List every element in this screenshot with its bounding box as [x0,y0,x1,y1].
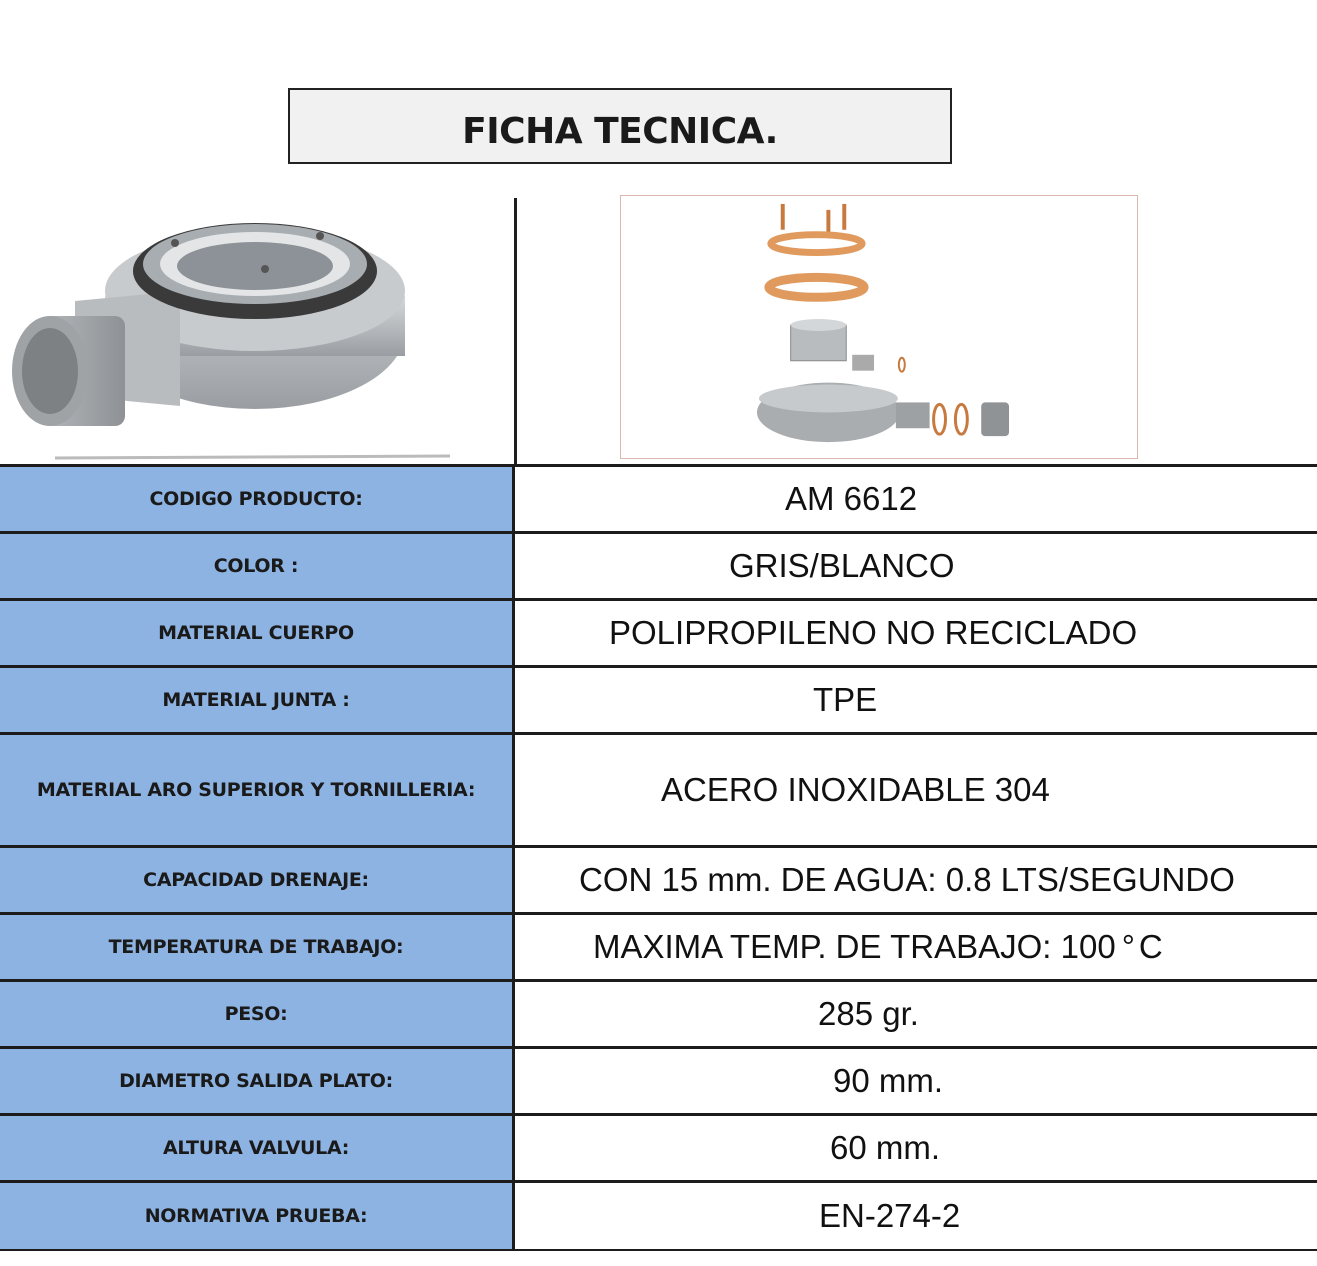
degree-symbol: ° [1121,928,1135,965]
spec-value [515,1116,1317,1180]
product-photo [0,196,512,464]
table-row [0,668,1317,735]
temp-unit: C [1138,928,1163,965]
spec-value [515,467,1317,531]
spec-value-text: AM 6612 [785,480,918,517]
spec-value-text: 60 mm. [830,1129,941,1166]
spec-value [515,534,1317,598]
spec-value [515,668,1317,732]
spec-value [515,735,1317,845]
spec-value-text: CON 15 mm. DE AGUA: 0.8 LTS/SEGUNDO [579,861,1235,898]
table-row [0,534,1317,601]
spec-label: CODIGO PRODUCTO: [0,467,515,531]
spec-value-text: EN-274-2 [819,1197,961,1234]
table-row [0,1116,1317,1183]
spec-label: MATERIAL JUNTA : [0,668,515,732]
table-row [0,848,1317,915]
spec-value-text: ACERO INOXIDABLE 304 [661,771,1050,808]
temp-value: MAXIMA TEMP. DE TRABAJO: 100 [593,928,1116,965]
spec-table [0,464,1317,1251]
table-row [0,982,1317,1049]
table-row [0,735,1317,848]
spec-value [515,915,1317,979]
spec-value-text: TPE [813,681,878,718]
spec-value-text [593,928,1163,966]
table-row [0,601,1317,668]
spec-label: COLOR : [0,534,515,598]
spec-value-text: GRIS/BLANCO [729,547,955,584]
title-box [288,88,952,164]
spec-value [515,848,1317,912]
vertical-divider [514,198,517,466]
spec-label: PESO: [0,982,515,1046]
spec-value [515,601,1317,665]
spec-label: DIAMETRO SALIDA PLATO: [0,1049,515,1113]
spec-value [515,1049,1317,1113]
table-row [0,915,1317,982]
spec-label: NORMATIVA PRUEBA: [0,1183,515,1249]
table-row [0,1049,1317,1116]
spec-value-text: POLIPROPILENO NO RECICLADO [609,614,1138,651]
table-row [0,1183,1317,1249]
spec-label: MATERIAL CUERPO [0,601,515,665]
spec-value [515,1183,1317,1249]
exploded-parts-icon [621,196,1137,458]
spec-label: ALTURA VALVULA: [0,1116,515,1180]
table-row [0,467,1317,534]
spec-value [515,982,1317,1046]
spec-value-text: 90 mm. [833,1062,944,1099]
spec-label: TEMPERATURA DE TRABAJO: [0,915,515,979]
page-title: FICHA TECNICA. [462,110,778,152]
shower-drain-icon [0,196,512,464]
spec-value-text: 285 gr. [818,995,919,1032]
exploded-view-diagram [620,195,1138,459]
spec-label: CAPACIDAD DRENAJE: [0,848,515,912]
spec-label: MATERIAL ARO SUPERIOR Y TORNILLERIA: [0,735,515,845]
